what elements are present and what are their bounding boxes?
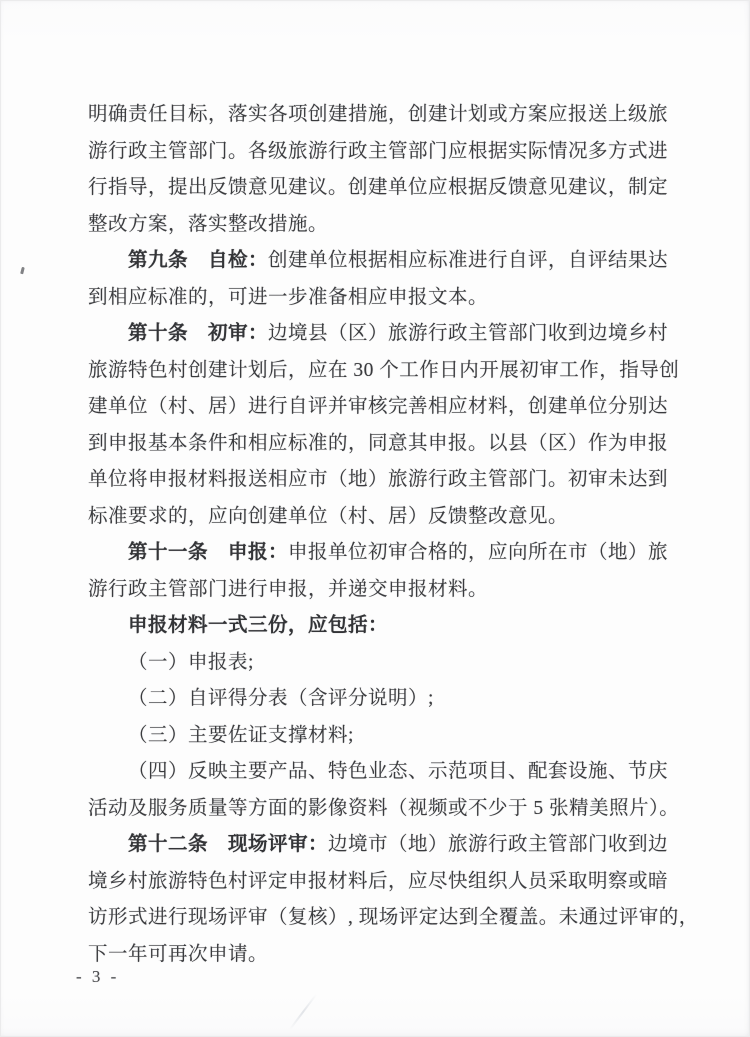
text-line [88, 681, 698, 718]
text-line [88, 170, 698, 207]
body-text: 活动及服务质量等方面的影像资料（视频或不少于 5 张精美照片）。 [88, 797, 680, 819]
text-line [88, 426, 698, 463]
text-line [88, 243, 698, 280]
text-line [88, 754, 698, 791]
body-text: 明确责任目标，落实各项创建措施，创建计划或方案应报送上级旅 [88, 104, 669, 125]
body-text: （三）主要佐证支撑材料; [128, 724, 354, 746]
text-line [88, 97, 698, 134]
text-line [88, 353, 698, 390]
text-line [88, 207, 698, 244]
text-line [88, 937, 698, 974]
body-text: 边境市（地）旅游行政主管部门收到边 [328, 834, 669, 855]
heading-text: 第九条 自检： [128, 250, 269, 271]
scan-scratch-artifact [289, 994, 317, 1030]
body-text: （四）反映主要产品、特色业态、示范项目、配套设施、节庆 [128, 761, 669, 782]
text-line [88, 645, 698, 682]
body-text: （一）申报表; [128, 651, 254, 673]
heading-text: 申报材料一式三份，应包括： [128, 615, 389, 636]
text-line [88, 134, 698, 171]
text-line [88, 535, 698, 572]
text-line [88, 572, 698, 609]
heading-text: 第十条 初审： [128, 323, 269, 344]
text-line [88, 389, 698, 426]
text-line [88, 900, 698, 937]
body-text: 边境县（区）旅游行政主管部门收到边境乡村 [268, 323, 669, 344]
body-text: 下一年可再次申请。 [88, 943, 269, 965]
ink-speck-artifact [20, 267, 25, 275]
body-text: 行指导，提出反馈意见建议。创建单位应根据反馈意见建议，制定 [88, 177, 669, 198]
body-text: 游行政主管部门进行申报，并递交申报材料。 [88, 578, 489, 600]
body-text: 整改方案，落实整改措施。 [88, 213, 329, 235]
text-line [88, 608, 698, 645]
body-text: 旅游特色村创建计划后，应在 30 个工作日内开展初审工作，指导创 [88, 359, 680, 381]
body-text: 创建单位根据相应标准进行自评，自评结果达 [268, 250, 669, 271]
page-number: - 3 - [76, 967, 120, 986]
document-body [88, 97, 698, 973]
text-line [88, 827, 698, 864]
body-text: （二）自评得分表（含评分说明）; [128, 688, 434, 709]
text-line [88, 462, 698, 499]
text-line [88, 791, 698, 828]
text-line [88, 864, 698, 901]
body-text: 访形式进行现场评审（复核）, 现场评定达到全覆盖。未通过评审的， [88, 907, 699, 928]
body-text: 申报单位初审合格的，应向所在市（地）旅 [288, 542, 669, 563]
body-text: 境乡村旅游特色村评定申报材料后，应尽快组织人员采取明察或暗 [88, 870, 669, 892]
body-text: 到相应标准的，可进一步准备相应申报文本。 [88, 286, 489, 308]
body-text: 游行政主管部门。各级旅游行政主管部门应根据实际情况多方式进 [88, 140, 669, 162]
text-line [88, 718, 698, 755]
heading-text: 第十二条 现场评审： [128, 834, 329, 855]
text-line [88, 499, 698, 536]
heading-text: 第十一条 申报： [128, 542, 289, 563]
text-line [88, 280, 698, 317]
text-line [88, 316, 698, 353]
body-text: 单位将申报材料报送相应市（地）旅游行政主管部门。初审未达到 [88, 469, 669, 490]
body-text: 建单位（村、居）进行自评并审核完善相应材料，创建单位分别达 [88, 396, 669, 417]
body-text: 标准要求的，应向创建单位（村、居）反馈整改意见。 [88, 505, 569, 527]
body-text: 到申报基本条件和相应标准的，同意其申报。以县（区）作为申报 [88, 432, 669, 454]
